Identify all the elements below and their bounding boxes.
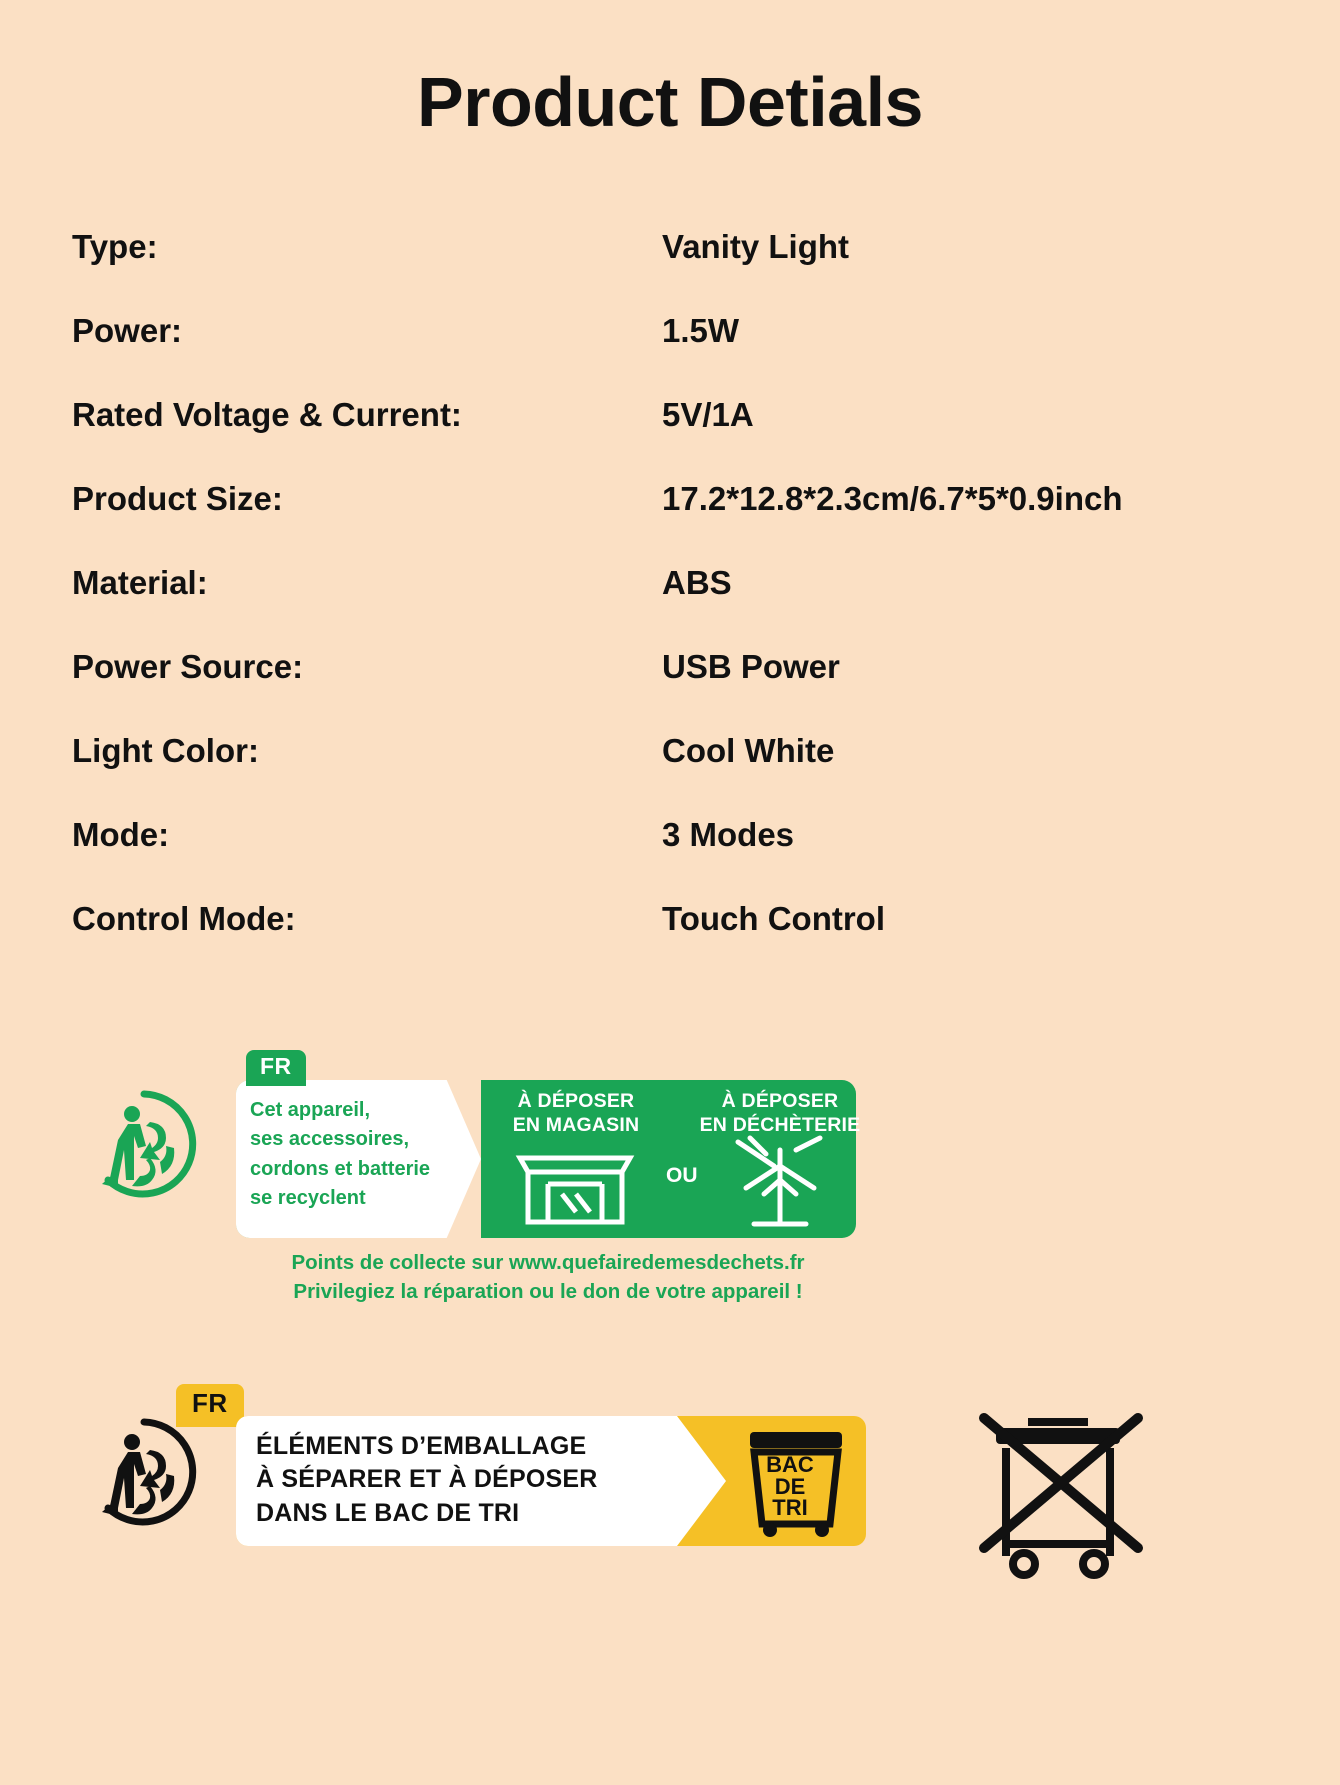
weee-footnote-line1: Points de collecte sur www.quefairedemesdechets.fr bbox=[291, 1251, 805, 1274]
bin-label-line3: TRI bbox=[772, 1495, 808, 1521]
spec-value: Cool White bbox=[662, 732, 835, 769]
spec-value: 1.5W bbox=[662, 312, 740, 349]
spec-value: Vanity Light bbox=[662, 228, 850, 265]
spec-label: Power Source: bbox=[72, 648, 304, 685]
weee-option-shop-line1: À DÉPOSER bbox=[517, 1090, 635, 1112]
bin-label-line1: BAC bbox=[766, 1452, 814, 1477]
table-row bbox=[72, 228, 1292, 312]
spec-label: Light Color: bbox=[72, 732, 259, 769]
crossed-out-wheelie-bin-icon bbox=[966, 1404, 1156, 1579]
table-row bbox=[72, 648, 1292, 732]
weee-intro-line: Cet appareil, bbox=[250, 1099, 371, 1121]
table-row bbox=[72, 732, 1292, 816]
weee-option-site-line2: EN DÉCHÈTERIE bbox=[699, 1113, 861, 1136]
spec-label: Power: bbox=[72, 312, 183, 349]
weee-recycling-label bbox=[88, 1053, 878, 1330]
packaging-text-line1: ÉLÉMENTS D’EMBALLAGE bbox=[256, 1432, 587, 1460]
spec-value: USB Power bbox=[662, 648, 840, 685]
weee-intro-line: ses accessoires, bbox=[250, 1128, 410, 1151]
table-row bbox=[72, 312, 1292, 396]
spec-label: Mode: bbox=[72, 816, 170, 853]
weee-footnote bbox=[238, 1248, 858, 1306]
weee-intro-line: cordons et batterie bbox=[250, 1157, 431, 1180]
spec-label: Product Size: bbox=[72, 480, 283, 517]
spec-label: Type: bbox=[72, 228, 158, 265]
table-row bbox=[72, 480, 1292, 564]
weee-option-site bbox=[686, 1090, 874, 1138]
recycling-centre-icon bbox=[720, 1132, 840, 1228]
spec-value: 5V/1A bbox=[662, 396, 754, 433]
weee-option-shop bbox=[488, 1090, 664, 1138]
packaging-country-tab: FR bbox=[176, 1384, 244, 1427]
packaging-panel bbox=[236, 1416, 866, 1546]
specifications-table bbox=[72, 228, 1292, 984]
spec-label: Control Mode: bbox=[72, 900, 296, 937]
weee-option-shop-line2: EN MAGASIN bbox=[512, 1113, 640, 1136]
spec-label: Rated Voltage & Current: bbox=[72, 396, 462, 433]
table-row bbox=[72, 816, 1292, 900]
weee-separator: OU bbox=[666, 1164, 698, 1187]
packaging-instruction-text bbox=[256, 1430, 676, 1530]
spec-label: Material: bbox=[72, 564, 208, 601]
spec-value: 3 Modes bbox=[662, 816, 795, 853]
weee-intro-line: se recyclent bbox=[250, 1187, 366, 1210]
spec-value: 17.2*12.8*2.3cm/6.7*5*0.9inch bbox=[662, 480, 1123, 517]
spec-value: ABS bbox=[662, 564, 732, 601]
triman-recycling-icon bbox=[88, 1416, 200, 1528]
packaging-text-line3: DANS LE BAC DE TRI bbox=[256, 1498, 520, 1527]
weee-footnote-line2: Privilegiez la réparation ou le don de votre appareil ! bbox=[293, 1280, 803, 1304]
shop-icon bbox=[514, 1138, 636, 1226]
bin-label-line2: DE bbox=[774, 1473, 806, 1499]
bin-label-text bbox=[755, 1454, 825, 1519]
table-row bbox=[72, 900, 1292, 984]
weee-country-tab: FR bbox=[246, 1050, 306, 1086]
weee-option-site-line1: À DÉPOSER bbox=[721, 1090, 839, 1112]
table-row bbox=[72, 396, 1292, 480]
triman-recycling-icon bbox=[88, 1088, 200, 1200]
weee-intro-text bbox=[250, 1096, 455, 1214]
spec-value: Touch Control bbox=[662, 900, 886, 937]
table-row bbox=[72, 564, 1292, 648]
packaging-text-line2: À SÉPARER ET À DÉPOSER bbox=[256, 1465, 598, 1494]
weee-green-panel bbox=[236, 1053, 861, 1238]
page-title: Product Detials bbox=[417, 63, 923, 141]
packaging-sorting-label bbox=[88, 1388, 888, 1582]
